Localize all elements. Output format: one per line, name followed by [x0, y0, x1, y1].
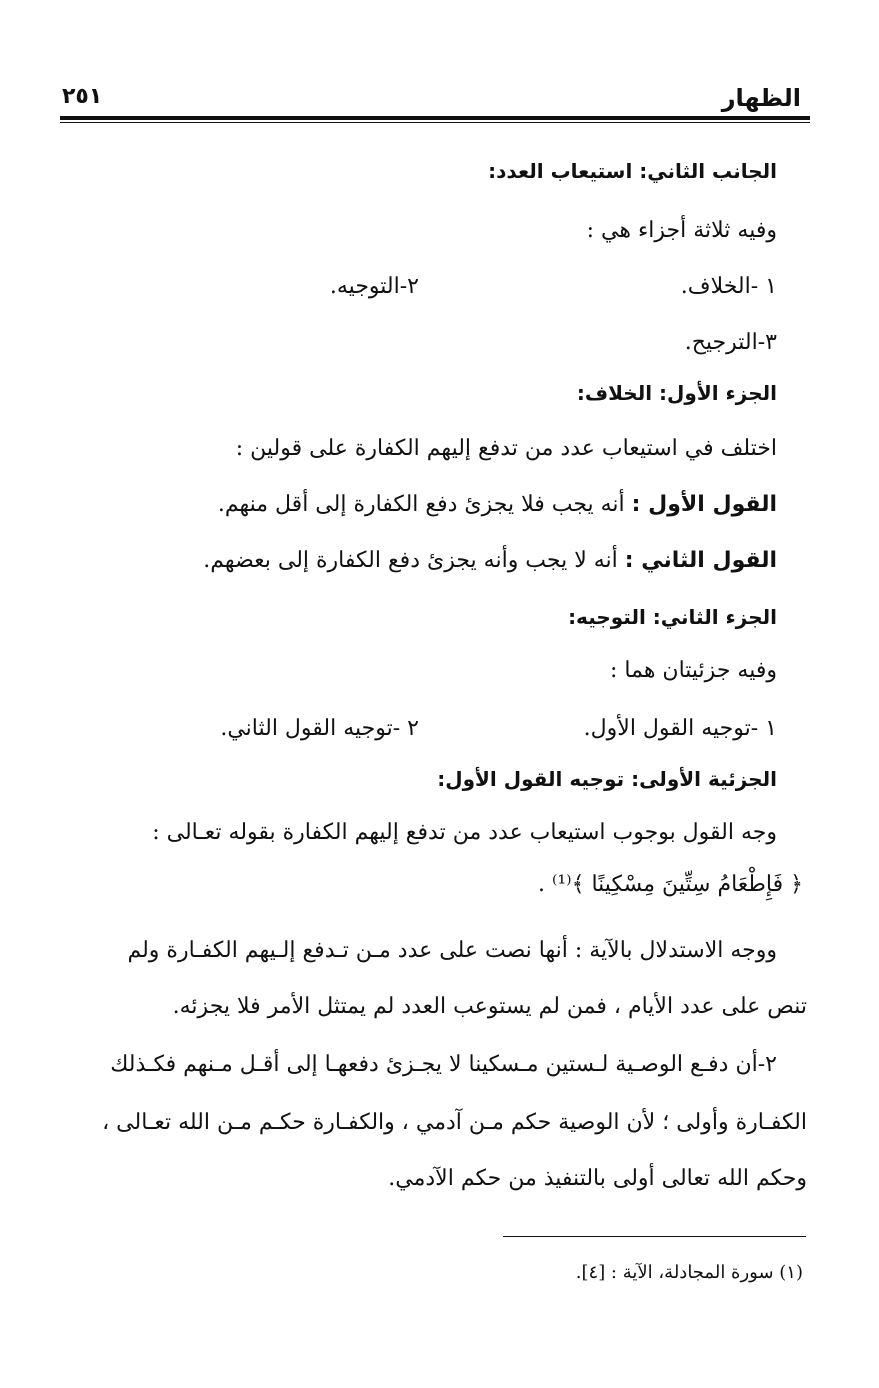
- dispute-intro: اختلف في استيعاب عدد من تدفع إليهم الكفارة على قولين :: [235, 436, 777, 461]
- opinion-two-label: القول الثاني :: [624, 548, 777, 573]
- argument-one-line: وجه القول بوجوب استيعاب عدد من تدفع إليهم الكفارة بقوله تعـالى :: [152, 820, 777, 845]
- section-heading: الجانب الثاني: استيعاب العدد:: [488, 159, 777, 183]
- part-item-3: ٣-الترجيح.: [684, 330, 777, 355]
- parts-intro: وفيه ثلاثة أجزاء هي :: [586, 218, 777, 243]
- evidence-line-2: تنص على عدد الأيام ، فمن لم يستوعب العدد لم يمتثل الأمر فلا يجزئه.: [172, 994, 807, 1019]
- opinion-one-label: القول الأول :: [631, 492, 777, 517]
- opinion-two: [203, 546, 777, 576]
- argument-two-line-1: ٢-أن دفـع الوصـية لـستين مـسكينا لا يجـزئ دفعهـا إلى أقـل مـنهم فكـذلك: [110, 1052, 777, 1077]
- opinion-one-text: أنه يجب فلا يجزئ دفع الكفارة إلى أقل منهم.: [217, 492, 625, 517]
- sub-item-1: ١ -توجيه القول الأول.: [583, 716, 777, 741]
- footnote: (١) سورة المجادلة، الآية : [٤].: [575, 1262, 803, 1283]
- sub-intro: وفيه جزئيتان هما :: [610, 658, 777, 683]
- argument-two-line-3: وحكم الله تعالى أولى بالتنفيذ من حكم الآدمي.: [388, 1166, 807, 1191]
- page-number: ٢٥١: [62, 84, 103, 109]
- opinion-one: [218, 490, 777, 520]
- header-rule-thick: [60, 116, 810, 120]
- part-item-1: ١ -الخلاف.: [680, 274, 777, 299]
- footnote-divider: [503, 1236, 806, 1237]
- running-header-title: الظهار: [721, 84, 801, 112]
- argument-two-line-2: الكفـارة وأولى ؛ لأن الوصية حكم مـن آدمي ، والكفـارة حكـم مـن الله تعـالى ،: [102, 1110, 807, 1135]
- first-sub-heading: الجزئية الأولى: توجيه القول الأول:: [437, 767, 777, 791]
- part-item-2: ٢-التوجيه.: [329, 274, 419, 299]
- opinion-two-text: أنه لا يجب وأنه يجزئ دفع الكفارة إلى بعضهم.: [203, 548, 618, 573]
- part-one-heading: الجزء الأول: الخلاف:: [576, 381, 777, 405]
- header-rule-thin: [60, 122, 810, 123]
- quran-verse: ﴿ فَإِطْعَامُ سِتِّينَ مِسْكِينًا ﴾⁽¹⁾ .: [537, 872, 803, 897]
- evidence-line-1: ووجه الاستدلال بالآية : أنها نصت على عدد مـن تـدفع إلـيهم الكفـارة ولم: [127, 938, 777, 963]
- part-two-heading: الجزء الثاني: التوجيه:: [568, 605, 777, 629]
- sub-item-2: ٢ -توجيه القول الثاني.: [220, 716, 419, 741]
